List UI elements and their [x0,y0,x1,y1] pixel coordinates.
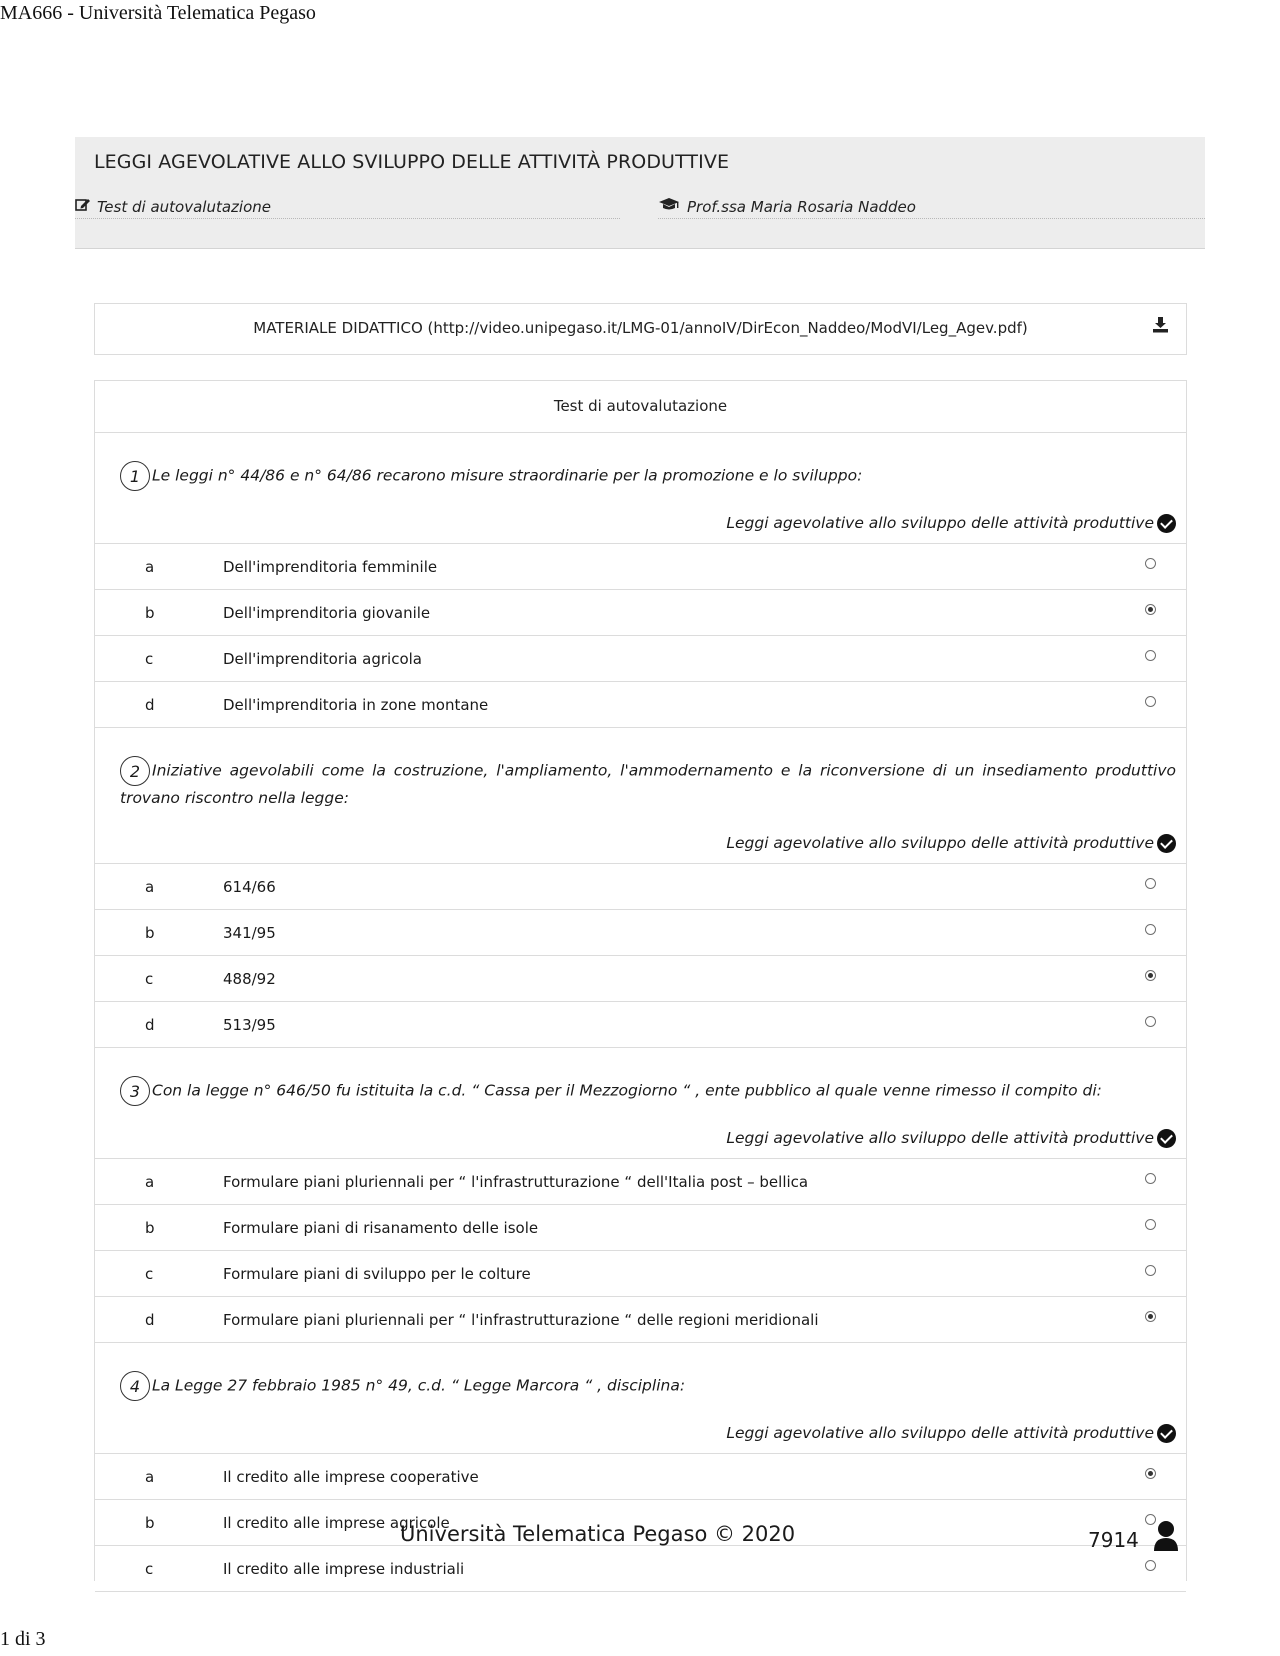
option-text: Formulare piani pluriennali per “ l'infrastrutturazione “ dell'Italia post – bellica [223,1173,809,1191]
question-text [95,728,1186,811]
option-text: Il credito alle imprese industriali [223,1560,465,1578]
option-text: 614/66 [223,878,276,896]
topic-label: Leggi agevolative allo sviluppo delle attività produttive [726,1129,1154,1147]
download-icon[interactable] [1152,316,1169,337]
radio-unselected[interactable] [1145,878,1156,889]
user-count: 7914 [1088,1528,1139,1552]
course-header [75,137,1205,249]
option-letter: c [145,970,154,988]
question-text [95,433,1186,491]
option-text: 488/92 [223,970,276,988]
question-number: 4 [120,1371,150,1401]
option-letter: d [145,1016,155,1034]
topic-label: Leggi agevolative allo sviluppo delle attività produttive [726,834,1154,852]
option-text: Il credito alle imprese agricole [223,1514,450,1532]
question-topic [95,491,1186,544]
question-label: Iniziative agevolabili come la costruzione, l'ampliamento, l'ammodernamento e la riconversione di un insediamento produttivo trovano riscontro nella legge: [120,761,1176,807]
question-label: Le leggi n° 44/86 e n° 64/86 recarono misure straordinarie per la promozione e lo sviluppo: [152,466,863,485]
radio-unselected[interactable] [1145,1219,1156,1230]
section-label [75,197,620,219]
professor [658,197,1205,219]
radio-unselected[interactable] [1145,1173,1156,1184]
option-letter: b [145,924,155,942]
answer-option[interactable] [95,910,1186,956]
question-label: Con la legge n° 646/50 fu istituita la c.d. “ Cassa per il Mezzogiorno “ , ente pubblico al quale venne rimesso il compito di: [152,1081,1102,1100]
question-label: La Legge 27 febbraio 1985 n° 49, c.d. “ Legge Marcora “ , disciplina: [152,1376,686,1395]
check-circle-icon [1157,1129,1176,1148]
question-topic [95,1401,1186,1454]
question-block [95,433,1186,728]
option-text: Dell'imprenditoria in zone montane [223,696,489,714]
question-block [95,1048,1186,1343]
check-circle-icon [1157,514,1176,533]
option-text: Dell'imprenditoria agricola [223,650,422,668]
question-text [95,1048,1186,1106]
option-text: Dell'imprenditoria giovanile [223,604,431,622]
option-text: Dell'imprenditoria femminile [223,558,438,576]
answer-option[interactable] [95,956,1186,1002]
option-text: Formulare piani pluriennali per “ l'infrastrutturazione “ delle regioni meridionali [223,1311,819,1329]
answer-option[interactable] [95,1251,1186,1297]
option-letter: a [145,558,155,576]
copyright: Università Telematica Pegaso © 2020 [400,1522,796,1546]
answer-option[interactable] [95,1159,1186,1205]
radio-unselected[interactable] [1145,558,1156,569]
radio-selected[interactable] [1145,1468,1156,1479]
option-letter: c [145,1265,154,1283]
radio-unselected[interactable] [1145,1560,1156,1571]
option-text: 513/95 [223,1016,276,1034]
radio-selected[interactable] [1145,970,1156,981]
option-letter: a [145,878,155,896]
option-text: Il credito alle imprese cooperative [223,1468,479,1486]
user-icon [1153,1520,1179,1556]
answer-option[interactable] [95,1546,1186,1592]
option-text: 341/95 [223,924,276,942]
graduation-cap-icon [658,197,680,216]
option-letter: b [145,1514,155,1532]
option-letter: d [145,696,155,714]
radio-unselected[interactable] [1145,696,1156,707]
option-text: Formulare piani di sviluppo per le colture [223,1265,531,1283]
answer-option[interactable] [95,1297,1186,1343]
answer-option[interactable] [95,1205,1186,1251]
question-topic [95,1106,1186,1159]
radio-selected[interactable] [1145,1311,1156,1322]
radio-selected[interactable] [1145,604,1156,615]
answer-option[interactable] [95,544,1186,590]
question-list [95,433,1186,1592]
question-block [95,728,1186,1048]
option-letter: b [145,604,155,622]
material-link[interactable]: MATERIALE DIDATTICO (http://video.unipegaso.it/LMG-01/annoIV/DirEcon_Naddeo/ModVI/Leg_Agev.pdf) [253,319,1028,337]
radio-unselected[interactable] [1145,1265,1156,1276]
course-title: LEGGI AGEVOLATIVE ALLO SVILUPPO DELLE ATTIVITÀ PRODUTTIVE [94,151,730,173]
topic-label: Leggi agevolative allo sviluppo delle attività produttive [726,514,1154,532]
topic-label: Leggi agevolative allo sviluppo delle attività produttive [726,1424,1154,1442]
test-panel [94,380,1187,1581]
question-block [95,1343,1186,1592]
question-number: 3 [120,1076,150,1106]
option-letter: c [145,1560,154,1578]
radio-unselected[interactable] [1145,1016,1156,1027]
section-label-text: Test di autovalutazione [97,197,271,216]
radio-unselected[interactable] [1145,650,1156,661]
page-counter: 1 di 3 [0,1628,46,1650]
question-text [95,1343,1186,1401]
print-header: MA666 - Università Telematica Pegaso [0,2,316,24]
check-circle-icon [1157,1424,1176,1443]
option-letter: c [145,650,154,668]
option-letter: d [145,1311,155,1329]
professor-name: Prof.ssa Maria Rosaria Naddeo [687,197,916,216]
option-letter: a [145,1468,155,1486]
answer-option[interactable] [95,1454,1186,1500]
answer-option[interactable] [95,864,1186,910]
option-text: Formulare piani di risanamento delle isole [223,1219,539,1237]
option-letter: a [145,1173,155,1191]
answer-option[interactable] [95,636,1186,682]
test-heading: Test di autovalutazione [95,381,1186,433]
radio-unselected[interactable] [1145,924,1156,935]
answer-option[interactable] [95,590,1186,636]
check-circle-icon [1157,834,1176,853]
option-letter: b [145,1219,155,1237]
edit-icon [75,197,91,216]
question-topic [95,811,1186,864]
question-number: 1 [120,461,150,491]
material-download-row[interactable] [94,303,1187,355]
question-number: 2 [120,756,150,786]
answer-option[interactable] [95,1002,1186,1048]
answer-option[interactable] [95,682,1186,728]
